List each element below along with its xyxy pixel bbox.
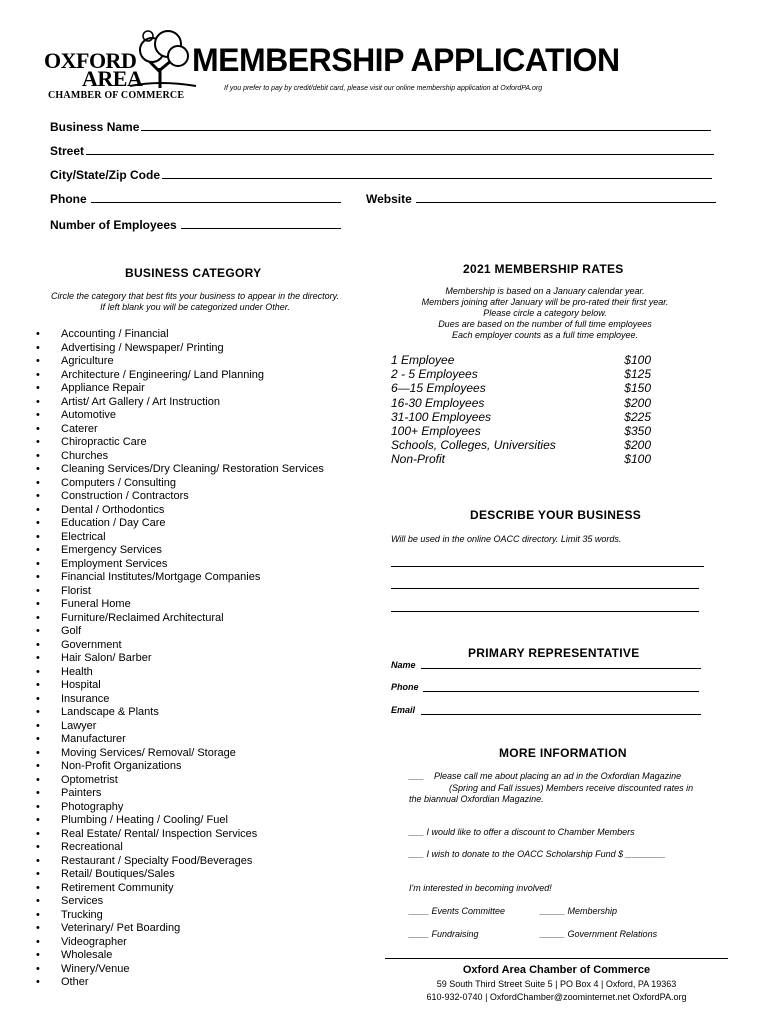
category-item[interactable]: • Golf [36,625,324,639]
category-item[interactable]: • Accounting / Financial [36,328,324,342]
business-name-line[interactable] [141,119,711,131]
category-item[interactable]: • Hospital [36,679,324,693]
category-item[interactable]: • Financial Institutes/Mortgage Companies [36,571,324,585]
category-item[interactable]: • Insurance [36,693,324,707]
category-item[interactable]: • Retirement Community [36,882,324,896]
footer-contact: 610-932-0740 | OxfordChamber@zoominternet.net OxfordPA.org [426,992,687,1002]
category-item[interactable]: • Advertising / Newspaper/ Printing [36,342,324,356]
category-note [28,291,362,313]
rate-row[interactable] [391,367,651,381]
more-info-heading: MORE INFORMATION [499,746,627,760]
rate-price: $150 [624,381,651,396]
rates-notes [400,286,690,341]
footer-address: 59 South Third Street Suite 5 | PO Box 4 | Oxford, PA 19363 [436,979,677,989]
rate-row[interactable] [391,452,651,466]
involved-text: I'm interested in becoming involved! [409,883,552,893]
category-item[interactable]: • Photography [36,801,324,815]
discount-option[interactable]: ___ I would like to offer a discount to Chamber Members [409,827,635,837]
category-item[interactable]: • Videographer [36,936,324,950]
category-item[interactable]: • Florist [36,585,324,599]
street-label: Street [50,144,85,158]
category-list [36,328,324,990]
rate-price: $125 [624,367,651,382]
logo-area-text: AREA [82,66,143,91]
rate-price: $225 [624,409,651,424]
website-label: Website [366,192,412,206]
logo-oxford-text: OXFORD [44,48,137,73]
category-item[interactable]: • Health [36,666,324,680]
rate-price: $350 [624,424,651,439]
category-item[interactable]: • Electrical [36,531,324,545]
category-item[interactable]: • Dental / Orthodontics [36,504,324,518]
membership-option[interactable]: _____ Membership [540,906,618,916]
describe-business-heading: DESCRIBE YOUR BUSINESS [470,508,642,522]
category-item[interactable]: • Painters [36,787,324,801]
category-item[interactable]: • Agriculture [36,355,324,369]
category-item[interactable]: • Chiropractic Care [36,436,324,450]
category-item[interactable]: • Employment Services [36,558,324,572]
category-note-line-2: If left blank you will be categorized under Other. [100,302,290,312]
rate-row[interactable] [391,424,651,438]
category-item[interactable]: • Caterer [36,423,324,437]
rate-row[interactable] [391,410,651,424]
category-item[interactable]: • Winery/Venue [36,963,324,977]
rep-name-line[interactable] [421,668,701,669]
category-item[interactable]: • Churches [36,450,324,464]
category-item[interactable]: • Education / Day Care [36,517,324,531]
rate-label: 31-100 Employees [391,409,492,424]
rep-email-label: Email [391,705,416,715]
business-name-field[interactable] [50,119,711,134]
category-note-line-1: Circle the category that best fits your business to appear in the directory. [51,291,339,301]
category-item[interactable]: • Computers / Consulting [36,477,324,491]
rate-row[interactable] [391,438,651,452]
ad-option-line-1: Please call me about placing an ad in the Oxfordian Magazine [434,771,682,781]
membership-rates-heading: 2021 MEMBERSHIP RATES [463,262,624,276]
rate-label: 2 - 5 Employees [391,367,478,382]
rate-row[interactable] [391,353,651,367]
employees-label: Number of Employees [50,218,177,232]
city-state-zip-field[interactable] [50,167,712,182]
page-subtitle: If you prefer to pay by credit/debit card, please visit our online membership application at OxfordPA.org [224,85,543,92]
rate-price: $100 [624,353,651,367]
rates-note-4: Dues are based on the number of full time employees [438,319,652,329]
events-committee-option[interactable]: ____ Events Committee [409,906,506,916]
rep-phone-line[interactable] [423,691,699,692]
donate-option[interactable]: ___ I wish to donate to the OACC Scholarship Fund $ ________ [409,849,666,859]
category-item[interactable]: • Cleaning Services/Dry Cleaning/ Restoration Services [36,463,324,477]
rates-note-3: Please circle a category below. [483,308,607,318]
category-item[interactable]: • Hair Salon/ Barber [36,652,324,666]
category-item[interactable]: • Manufacturer [36,733,324,747]
rep-name-label: Name [391,660,416,670]
rates-note-5: Each employer counts as a full time employee. [451,330,639,340]
category-item[interactable]: • Lawyer [36,720,324,734]
website-field[interactable] [366,191,716,206]
rate-label: Schools, Colleges, Universities [391,438,556,453]
logo-chamber-text: CHAMBER OF COMMERCE [48,90,185,101]
footer-org-name: Oxford Area Chamber of Commerce [462,964,651,976]
rate-price: $100 [624,452,651,467]
city-state-zip-label: City/State/Zip Code [50,168,161,182]
category-item[interactable]: • Recreational [36,841,324,855]
category-item[interactable]: • Appliance Repair [36,382,324,396]
footer-divider [385,958,728,959]
ad-option-line-3: the biannual Oxfordian Magazine. [409,794,544,804]
category-item[interactable]: • Retail/ Boutiques/Sales [36,868,324,882]
rate-row[interactable] [391,381,651,395]
category-item[interactable]: • Landscape & Plants [36,706,324,720]
fundraising-option[interactable]: ____ Fundraising [409,929,479,939]
describe-line-3[interactable] [391,611,699,612]
rates-note-2: Members joining after January will be pro-rated their first year. [421,297,669,307]
category-item[interactable]: • Artist/ Art Gallery / Art Instruction [36,396,324,410]
rate-label: 16-30 Employees [391,395,485,410]
government-relations-option[interactable]: _____ Government Relations [540,929,658,939]
category-item[interactable]: • Construction / Contractors [36,490,324,504]
phone-line[interactable] [91,191,341,203]
category-item[interactable]: • Plumbing / Heating / Cooling/ Fuel [36,814,324,828]
chamber-logo [42,28,185,103]
category-item[interactable]: • Trucking [36,909,324,923]
category-item[interactable]: • Architecture / Engineering/ Land Planning [36,369,324,383]
category-item[interactable]: • Other [36,976,324,990]
rate-label: 6—15 Employees [391,381,486,396]
ad-option-line-2: (Spring and Fall issues) Members receive discounted rates in [449,782,694,793]
rate-price: $200 [624,438,651,453]
phone-field[interactable] [50,191,341,206]
describe-business-note: Will be used in the online OACC directory. Limit 35 words. [391,534,622,544]
category-item[interactable]: • Government [36,639,324,653]
category-item[interactable]: • Moving Services/ Removal/ Storage [36,747,324,761]
ad-option-blank[interactable]: ___ [409,771,425,781]
category-item[interactable]: • Funeral Home [36,598,324,612]
category-item[interactable]: • Non-Profit Organizations [36,760,324,774]
employees-line[interactable] [181,217,341,229]
rep-email-line[interactable] [421,714,701,715]
business-category-heading: BUSINESS CATEGORY [125,266,262,280]
street-line[interactable] [86,143,714,155]
employees-field[interactable] [50,217,341,232]
category-item[interactable]: • Restaurant / Specialty Food/Beverages [36,855,324,869]
category-item[interactable]: • Furniture/Reclaimed Architectural [36,612,324,626]
rate-label: 1 Employee [391,353,455,367]
rate-label: Non-Profit [391,452,446,467]
ad-option[interactable] [409,771,693,806]
category-item[interactable]: • Services [36,895,324,909]
category-item[interactable]: • Automotive [36,409,324,423]
rates-note-1: Membership is based on a January calendar year. [445,286,645,296]
city-state-zip-line[interactable] [162,167,712,179]
phone-label: Phone [50,192,87,206]
rep-phone-label: Phone [391,682,419,692]
describe-line-2[interactable] [391,588,699,589]
category-item[interactable]: • Optometrist [36,774,324,788]
category-item[interactable]: • Emergency Services [36,544,324,558]
rates-table [391,353,651,467]
describe-line-1[interactable] [391,566,704,567]
street-field[interactable] [50,143,714,158]
business-name-label: Business Name [50,120,140,134]
website-line[interactable] [416,191,716,203]
page-title: MEMBERSHIP APPLICATION [192,42,620,78]
rate-label: 100+ Employees [391,424,481,439]
rate-row[interactable] [391,396,651,410]
rate-price: $200 [624,395,651,410]
category-item[interactable]: • Real Estate/ Rental/ Inspection Services [36,828,324,842]
category-item[interactable]: • Veterinary/ Pet Boarding [36,922,324,936]
primary-rep-heading: PRIMARY REPRESENTATIVE [468,646,640,660]
category-item[interactable]: • Wholesale [36,949,324,963]
